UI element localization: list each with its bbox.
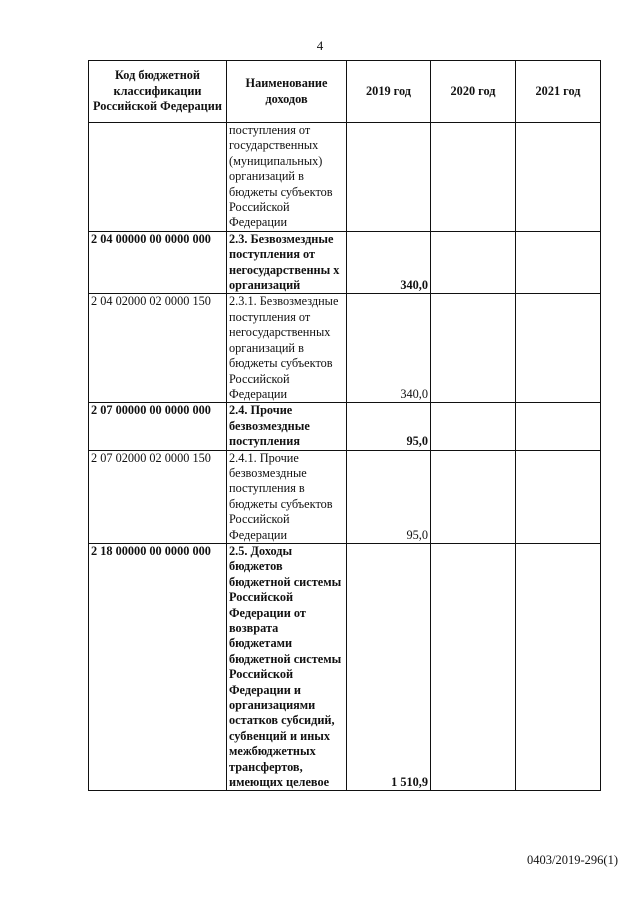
header-2020: 2020 год — [431, 61, 516, 123]
table-header-row — [89, 61, 601, 123]
row-2019: 95,0 — [347, 450, 431, 543]
row-name: 2.3.1. Безвозмездные поступления от негосударственных организаций в бюджеты субъектов Российской Федерации — [227, 294, 347, 403]
row-2021 — [516, 123, 601, 232]
row-2021 — [516, 543, 601, 791]
row-2019 — [347, 123, 431, 232]
table-row — [89, 231, 601, 294]
row-2021 — [516, 403, 601, 450]
row-2020 — [431, 403, 516, 450]
row-2021 — [516, 231, 601, 294]
revenue-table — [88, 60, 601, 791]
table-row — [89, 403, 601, 450]
header-name: Наименование доходов — [227, 61, 347, 123]
row-2021 — [516, 450, 601, 543]
row-name: 2.4. Прочие безвозмездные поступления — [227, 403, 347, 450]
table-row — [89, 543, 601, 791]
row-name: 2.5. Доходы бюджетов бюджетной системы Российской Федерации от возврата бюджетами бюджетной системы Российской Федерации и организациями остатков субсидий, субвенций и иных межбюджетных трансфертов, имеющих целевое — [227, 543, 347, 791]
document-registration-code: 0403/2019-296(1) — [527, 853, 618, 867]
row-2020 — [431, 123, 516, 232]
row-code: 2 07 00000 00 0000 000 — [89, 403, 227, 450]
row-2020 — [431, 543, 516, 791]
row-2020 — [431, 450, 516, 543]
row-name: 2.4.1. Прочие безвозмездные поступления в бюджеты субъектов Российской Федерации — [227, 450, 347, 543]
table-row — [89, 123, 601, 232]
row-2019: 1 510,9 — [347, 543, 431, 791]
row-code: 2 04 00000 00 0000 000 — [89, 231, 227, 294]
row-code: 2 18 00000 00 0000 000 — [89, 543, 227, 791]
header-2019: 2019 год — [347, 61, 431, 123]
table-row — [89, 294, 601, 403]
row-name: поступления от государственных (муниципальных) организаций в бюджеты субъектов Российской Федерации — [227, 123, 347, 232]
header-2021: 2021 год — [516, 61, 601, 123]
row-2019: 95,0 — [347, 403, 431, 450]
row-2019: 340,0 — [347, 294, 431, 403]
row-code: 2 07 02000 02 0000 150 — [89, 450, 227, 543]
header-code: Код бюджетной классификации Российской Федерации — [89, 61, 227, 123]
row-2020 — [431, 231, 516, 294]
row-name: 2.3. Безвозмездные поступления от негосударственны х организаций — [227, 231, 347, 294]
row-2019: 340,0 — [347, 231, 431, 294]
row-2020 — [431, 294, 516, 403]
page-number: 4 — [316, 38, 324, 53]
row-2021 — [516, 294, 601, 403]
row-code — [89, 123, 227, 232]
table-row — [89, 450, 601, 543]
row-code: 2 04 02000 02 0000 150 — [89, 294, 227, 403]
